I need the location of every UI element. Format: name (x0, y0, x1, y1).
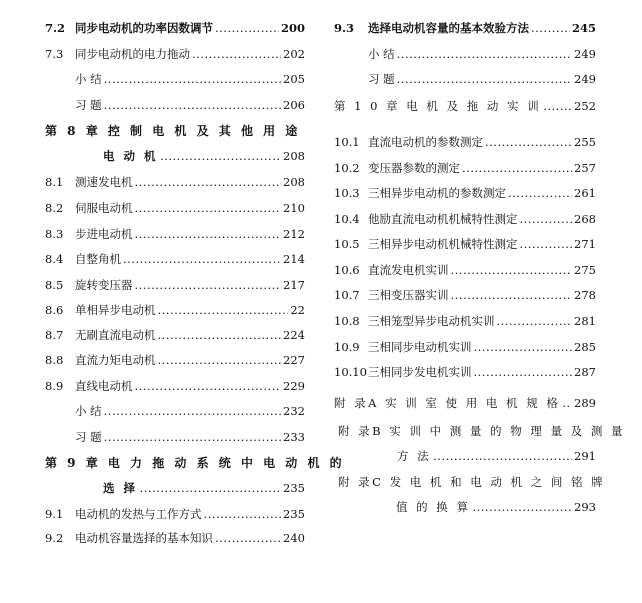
toc-entry-number: 8.3 (45, 227, 64, 241)
leader-dots (215, 531, 281, 545)
toc-entry-title: 三相异步电动机机械特性测定 (368, 237, 518, 251)
toc-entry[interactable] (45, 226, 305, 242)
toc-page-number: 245 (571, 21, 596, 35)
toc-entry[interactable] (334, 211, 596, 227)
leader-dots (543, 99, 572, 113)
toc-entry-title: 习 题 (368, 72, 395, 86)
toc-entry-title: 伺服电动机 (75, 201, 133, 215)
toc-entry-title: 值 的 换 算 (396, 500, 471, 514)
toc-entry-number: 7.2 (45, 21, 66, 35)
toc-page-number: 249 (574, 72, 596, 86)
leader-dots (433, 449, 572, 463)
toc-page-number: 287 (574, 365, 596, 379)
toc-entry-title: 同步电动机的电力拖动 (75, 47, 190, 61)
toc-page-number: 257 (574, 161, 596, 175)
toc-entry-title: 步进电动机 (75, 227, 133, 241)
leader-dots (204, 507, 282, 521)
toc-page-number: 229 (283, 379, 305, 393)
toc-entry-title: 无刷直流电动机 (75, 328, 156, 342)
toc-page-number: 240 (283, 531, 305, 545)
toc-entry-number: 10.5 (334, 237, 360, 251)
leader-dots (192, 47, 281, 61)
toc-entry-number: 10.4 (334, 212, 360, 226)
toc-entry[interactable] (75, 71, 305, 87)
toc-entry-title: 附 录B 实 训 中 测 量 的 物 理 量 及 测 量 (338, 424, 625, 438)
toc-page-number: 210 (283, 201, 305, 215)
toc-entry-number: 10.3 (334, 186, 360, 200)
toc-entry[interactable] (334, 287, 596, 303)
toc-entry[interactable] (45, 530, 305, 546)
toc-entry[interactable] (396, 499, 596, 515)
toc-entry-number: 8.7 (45, 328, 64, 342)
toc-entry-title: 选 择 (103, 481, 138, 495)
leader-dots (135, 201, 282, 215)
toc-page-number: 252 (574, 99, 596, 113)
leader-dots (104, 72, 281, 86)
leader-dots (135, 379, 282, 393)
toc-page-number: 255 (574, 135, 596, 149)
leader-dots (474, 340, 573, 354)
toc-entry-number: 8.5 (45, 278, 64, 292)
toc-page-number: 227 (283, 353, 305, 367)
toc-entry-title: 三相同步电动机实训 (368, 340, 472, 354)
toc-entry[interactable] (45, 251, 305, 267)
toc-entry[interactable] (368, 46, 596, 62)
toc-entry-number: 8.6 (45, 303, 64, 317)
toc-entry[interactable] (45, 454, 345, 471)
toc-entry-number: 10.10 (334, 365, 367, 379)
toc-entry[interactable] (45, 302, 305, 318)
toc-entry-title: 习 题 (75, 430, 102, 444)
toc-page-number: 206 (283, 98, 305, 112)
leader-dots (531, 21, 570, 35)
toc-entry-number: 9.1 (45, 507, 64, 521)
toc-entry-number: 8.9 (45, 379, 64, 393)
toc-entry-number: 10.9 (334, 340, 360, 354)
toc-entry[interactable] (75, 429, 305, 445)
toc-entry-title: 直流力矩电动机 (75, 353, 156, 367)
toc-entry-title: 小 结 (368, 47, 395, 61)
toc-entry-title: 三相异步电动机的参数测定 (368, 186, 506, 200)
toc-page-number: 293 (574, 500, 596, 514)
toc-entry[interactable] (334, 236, 596, 252)
toc-page-number: 289 (574, 396, 596, 410)
toc-entry[interactable] (45, 277, 305, 293)
toc-entry[interactable] (368, 71, 596, 87)
leader-dots (462, 161, 572, 175)
toc-entry-title: 附 录A 实 训 室 使 用 电 机 规 格 (334, 396, 561, 410)
toc-page-number: 281 (574, 314, 596, 328)
toc-entry-title: 电动机容量选择的基本知识 (75, 531, 213, 545)
toc-page-number: 22 (290, 303, 305, 317)
chapter-heading: 第 8 章 控 制 电 机 及 其 他 用 途 (45, 124, 301, 138)
leader-dots (397, 72, 572, 86)
toc-page-number: 235 (283, 507, 305, 521)
leader-dots (135, 278, 282, 292)
toc-entry-number: 8.1 (45, 175, 64, 189)
toc-page-number: 214 (283, 252, 305, 266)
toc-entry-number: 10.2 (334, 161, 360, 175)
toc-entry-number: 9.3 (334, 21, 355, 35)
toc-entry-title: 他励直流电动机机械特性测定 (368, 212, 518, 226)
leader-dots (485, 135, 572, 149)
toc-page-number: 233 (283, 430, 305, 444)
toc-page-number: 268 (574, 212, 596, 226)
toc-entry-title: 小 结 (75, 72, 102, 86)
toc-entry-title: 三相变压器实训 (368, 288, 449, 302)
toc-entry-title: 单相异步电动机 (75, 303, 156, 317)
leader-dots (104, 430, 281, 444)
toc-page-number: 202 (283, 47, 305, 61)
toc-entry[interactable] (334, 98, 596, 114)
toc-page-number: 291 (574, 449, 596, 463)
toc-entry[interactable] (103, 148, 305, 164)
toc-entry[interactable] (75, 403, 305, 419)
leader-dots (474, 365, 573, 379)
toc-entry-title: 三相同步发电机实训 (368, 365, 472, 379)
toc-page-number: 285 (574, 340, 596, 354)
toc-page-number: 278 (574, 288, 596, 302)
toc-entry[interactable] (338, 474, 605, 490)
toc-entry-number: 8.2 (45, 201, 64, 215)
toc-page-number: 217 (283, 278, 305, 292)
toc-page-number: 275 (574, 263, 596, 277)
leader-dots (520, 212, 573, 226)
toc-entry-number: 10.1 (334, 135, 360, 149)
leader-dots (104, 404, 281, 418)
toc-entry[interactable] (45, 352, 305, 368)
toc-entry-title: 测速发电机 (75, 175, 133, 189)
toc-entry-number: 9.2 (45, 531, 64, 545)
toc-entry[interactable] (334, 134, 596, 150)
toc-entry-title: 方 法 (397, 449, 432, 463)
toc-entry-title: 小 结 (75, 404, 102, 418)
toc-entry-title: 电 动 机 (103, 149, 159, 163)
toc-entry[interactable] (45, 174, 305, 190)
leader-dots (472, 500, 572, 514)
toc-entry-title: 变压器参数的测定 (368, 161, 460, 175)
leader-dots (160, 149, 281, 163)
leader-dots (508, 186, 572, 200)
toc-entry-title: 直线电动机 (75, 379, 133, 393)
toc-page-number: 249 (574, 47, 596, 61)
leader-dots (451, 288, 573, 302)
toc-entry[interactable] (334, 20, 596, 36)
chapter-heading: 第 9 章 电 力 拖 动 系 统 中 电 动 机 的 (45, 456, 345, 470)
toc-entry-number: 8.8 (45, 353, 64, 367)
leader-dots (520, 237, 573, 251)
toc-page-number: 208 (283, 149, 305, 163)
toc-page-number: 261 (574, 186, 596, 200)
leader-dots (562, 396, 572, 410)
toc-entry-title: 同步电动机的功率因数调节 (75, 21, 213, 35)
toc-entry[interactable] (334, 262, 596, 278)
toc-entry-title: 直流发电机实训 (368, 263, 449, 277)
toc-entry-title: 自整角机 (75, 252, 121, 266)
toc-entry[interactable] (75, 97, 305, 113)
leader-dots (158, 303, 289, 317)
toc-entry[interactable] (103, 480, 305, 496)
toc-entry[interactable] (45, 327, 305, 343)
toc-entry[interactable] (334, 313, 596, 329)
toc-entry[interactable] (45, 378, 305, 394)
toc-entry[interactable] (334, 160, 596, 176)
toc-entry[interactable] (45, 506, 305, 522)
toc-entry-title: 选择电动机容量的基本效验方法 (368, 21, 529, 35)
toc-entry[interactable] (45, 122, 300, 139)
toc-entry-title: 附 录C 发 电 机 和 电 动 机 之 间 铭 牌 (338, 475, 606, 489)
leader-dots (497, 314, 573, 328)
toc-entry-title: 旋转变压器 (75, 278, 133, 292)
toc-entry-number: 10.8 (334, 314, 360, 328)
toc-entry[interactable] (45, 20, 305, 36)
toc-entry-title: 直流电动机的参数测定 (368, 135, 483, 149)
toc-entry-number: 10.7 (334, 288, 360, 302)
toc-entry-title: 三相笼型异步电动机实训 (368, 314, 495, 328)
toc-entry[interactable] (338, 423, 625, 439)
leader-dots (135, 227, 282, 241)
toc-entry[interactable] (334, 185, 596, 201)
toc-page-number: 200 (280, 21, 305, 35)
toc-page-number: 212 (283, 227, 305, 241)
toc-entry[interactable] (334, 339, 596, 355)
toc-entry-number: 8.4 (45, 252, 64, 266)
toc-entry[interactable] (397, 448, 596, 464)
toc-page-number: 232 (283, 404, 305, 418)
leader-dots (397, 47, 572, 61)
toc-page-number: 205 (283, 72, 305, 86)
leader-dots (135, 175, 282, 189)
toc-entry[interactable] (45, 200, 305, 216)
toc-page-number: 235 (283, 481, 305, 495)
toc-page-number: 271 (574, 237, 596, 251)
toc-entry[interactable] (334, 395, 596, 411)
leader-dots (104, 98, 281, 112)
leader-dots (123, 252, 281, 266)
leader-dots (158, 328, 282, 342)
toc-entry-title: 电动机的发热与工作方式 (75, 507, 202, 521)
leader-dots (451, 263, 573, 277)
leader-dots (140, 481, 282, 495)
toc-page-number: 224 (283, 328, 305, 342)
toc-entry-title: 第 1 0 章 电 机 及 拖 动 实 训 (334, 99, 542, 113)
toc-entry[interactable] (45, 46, 305, 62)
leader-dots (158, 353, 282, 367)
toc-page-number: 208 (283, 175, 305, 189)
toc-entry-number: 10.6 (334, 263, 360, 277)
toc-entry-number: 7.3 (45, 47, 64, 61)
leader-dots (215, 21, 279, 35)
toc-entry[interactable] (334, 364, 596, 380)
toc-entry-title: 习 题 (75, 98, 102, 112)
